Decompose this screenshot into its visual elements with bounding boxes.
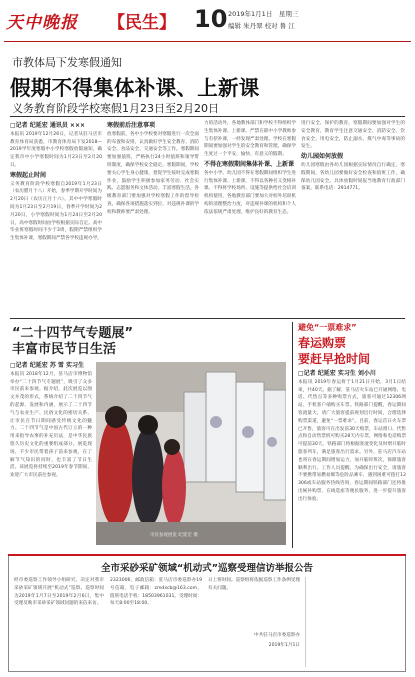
story2-byline: □记者 纪延宏 苏 雪 实习生 bbox=[10, 362, 85, 369]
newspaper-logo: 天中晚报 bbox=[6, 13, 78, 33]
lead-column-1 bbox=[10, 120, 102, 315]
notice-date: 2019年1月1日 bbox=[268, 643, 300, 648]
lead-subheadline: 义务教育阶段学校寒假1月23日至2月20日 bbox=[12, 102, 219, 115]
lead-column-3 bbox=[204, 120, 296, 315]
lead-byline: □记者 纪延宏 通讯员 ××× bbox=[10, 122, 86, 129]
exhibition-photo bbox=[96, 362, 286, 545]
lead-paragraph: 各中小学、幼儿园不得在寒假期间组织学生进行集体补课、上新课，不得以各种名义变相补课。不得将学校场所、设施等提供给社会培训机构使用，各地教育部门要加大对校外培训机构的清理整治力度，对违规补课的机构和个人依法依规严肃处理，维护良好的教育生态。 bbox=[204, 170, 296, 215]
notice-title: 全市采砂采矿领域“机动式”巡察受理信访举报公告 bbox=[101, 563, 313, 574]
divider bbox=[10, 318, 405, 319]
masthead bbox=[4, 6, 411, 42]
lead-paragraph: 义务教育阶段学校寒假自2019年1月23日（农历腊月十八）开始，春季学期开学时间为2月20日（农历正月十六）。其中中学寒假时间为1月23日至2月19日，春季开学时间为2月20日，小学寒假时间为1月24日至2月20日，高中寒假时间由学校根据实际自定。高中毕业班寒假时间不少于3周，假期严禁组织学生集体补课，寒假期间严禁各学校违规办学。 bbox=[10, 181, 102, 242]
lead-column-2 bbox=[107, 120, 199, 315]
story2-paragraph: 本报讯 2018年12月，驻马店市博物馆举办“二十四节气专题展”，吸引了众多市民前来参观。据介绍，此次展览以图文并茂的形式，系统介绍了二十四节气的起源、发展和内涵，展示了二十四节气与农业生产、民俗文化的密切关系，让市民在节日期间感受传统文化的魅力。二十四节气是中国古代订立的一种用来指导农事的补充历法，是中华民族悠久历史文化的重要组成部分。展览现场，不少市民带着孩子前来参观，在了解节气知识的同时，也丰富了节日生活。该展览将持续至2019年春节期间，欢迎广大市民前往参观。 bbox=[10, 371, 92, 479]
lead-column-4 bbox=[301, 120, 405, 315]
lead-paragraph: 幼儿园寒假由各幼儿园根据实际情况自行确定，寒假期间，各幼儿园要做好安全检查和值班工作，确保幼儿园安全。具体放假时间报当地教育行政部门备案。联系电话：2914771。 bbox=[301, 162, 405, 192]
issue-date: 2019年1月1日 星期三 bbox=[228, 10, 299, 18]
lead-subhead: 幼儿园如何放假 bbox=[301, 153, 344, 161]
lead-kicker: 市教体局下发寒假通知 bbox=[12, 56, 122, 69]
lead-subhead: 寒假前后注意事项 bbox=[107, 122, 156, 129]
story3-body bbox=[298, 368, 406, 548]
story2-headline-2: 丰富市民节日生活 bbox=[12, 342, 117, 357]
notice-column-3: 日上班时间。巡察组将依据巡察工作条例受理有关问题。 bbox=[208, 578, 300, 591]
story2-headline-1: “二十四节气专题展” bbox=[12, 326, 134, 341]
lead-subhead: 寒假起止时间 bbox=[10, 171, 47, 179]
notice-column-2: 2323006，邮政信箱：驻马店市委巡察办19号信箱，电子邮箱：zmdxcb@163.com，值班电话手机：18503961031。受理时间：每天8:00至18:00。 bbox=[110, 578, 202, 607]
editor-line: 编辑 朱丹翠 校对 鲁 江 bbox=[228, 22, 295, 30]
story2-body bbox=[10, 360, 92, 546]
story3-byline: □记者 纪延宏 实习生 刘小川 bbox=[298, 370, 376, 377]
story3-headline-1: 春运购票 bbox=[298, 336, 347, 350]
page-number: 10 bbox=[194, 5, 228, 33]
lead-paragraph: 本报讯 2019年12月26日，记者从驻马店市教育体育局获悉，市教育体育局下发2018—2019学年度寒假中小学校寒假放假通知，确定我市中小学寒假时间为1月23日至2月20日。 bbox=[10, 131, 102, 168]
divider bbox=[10, 116, 405, 117]
exhibition-photo-art bbox=[96, 362, 286, 545]
divider bbox=[292, 322, 293, 548]
notice-signature: 中共驻马店市委巡察办 bbox=[254, 633, 300, 638]
lead-headline: 假期不得集体补课、上新课 bbox=[10, 76, 260, 100]
lead-paragraph: 进行安全、保护的教育，寒假期间要加强对学生的安全教育，教育学生注意交通安全、消防安全、饮食安全、用电安全，防止溺水、煤气中毒等事故的发生。 bbox=[301, 121, 405, 150]
notice-border bbox=[8, 554, 406, 556]
story3-headline-2: 要赶早抢时间 bbox=[298, 352, 371, 366]
lead-paragraph: 力的活动外，各地教体部门和学校不得组织学生集体补课、上新课。严禁在职中小学教师参与有偿补课，一经发现严肃处理。学校在寒假期间要加强对学生的安全教育和管理，确保学生度过一个平安、愉快、有意义的假期。 bbox=[204, 121, 296, 158]
lead-subhead: 不得在寒假期间集体补课、上新课 bbox=[204, 160, 295, 168]
notice-column-1: 经市委巡察工作领导小组研究，决定对我市采砂采矿领域开展“机动式”巡察。巡察时间为2019年1月7日至2019年2月6日，集中受理反映市采砂采矿领域问题的来信来访。 bbox=[14, 578, 104, 607]
section-label: 【民生】 bbox=[108, 13, 176, 33]
lead-paragraph: 放寒假前，各中小学校要对寒假进行一次全面的布置和安排，认真做好学生安全教育、消防安全、食品安全、交通安全等工作。寒假期间要加强值班，严格执行24小时值班和领导带班制度，确保学校安全稳定。寒假期间，学校要关心学生身心健康，督促学生按时完成寒假作业，鼓励学生积极参加家务劳动、社会实践、志愿服务和文体活动，丰富寒假生活。各级教育部门要加强对学校寒假工作的督导检查，确保各项措施落实到位，对违规补课的学校和教师要严肃处理。 bbox=[107, 131, 199, 215]
photo-caption: 市民参观展览 纪延宏 摄 bbox=[150, 533, 198, 538]
divider bbox=[305, 577, 306, 667]
story3-paragraph: 本报讯 2019年春运将于1月21日开始，3月1日结束，共40天。据了解，驻马店火车站已开通网络、电话、代售点等多种购票方式，旅客可通过12306网站、手机客户端购买车票。铁路部门提醒，春运期间客流量大，请广大旅客提前规划出行时间，合理选择购票渠道，避免“一票难求”。目前，春运首日火车票已开售，旅客可在出发前30天购票，车站窗口、代售点和自动售票机可购买28天内车票，网络和电话购票可提前30天。铁路部门将根据客流变化及时增开临时旅客列车，满足旅客出行需求。另外，驻马店汽车站也将在春运期间增加运力，加开临时班次，保障旅客顺利出行。工作人员提醒，为确保出行安全，请旅客不要携带易燃易爆等危险品乘车，遇到困难可拨打12306或车站服务热线咨询，春运期间铁路部门还将推出候补购票、在线选座等便民服务，进一步提升旅客出行体验。 bbox=[298, 379, 406, 502]
story3-kicker: 避免“一票难求” bbox=[298, 323, 357, 332]
